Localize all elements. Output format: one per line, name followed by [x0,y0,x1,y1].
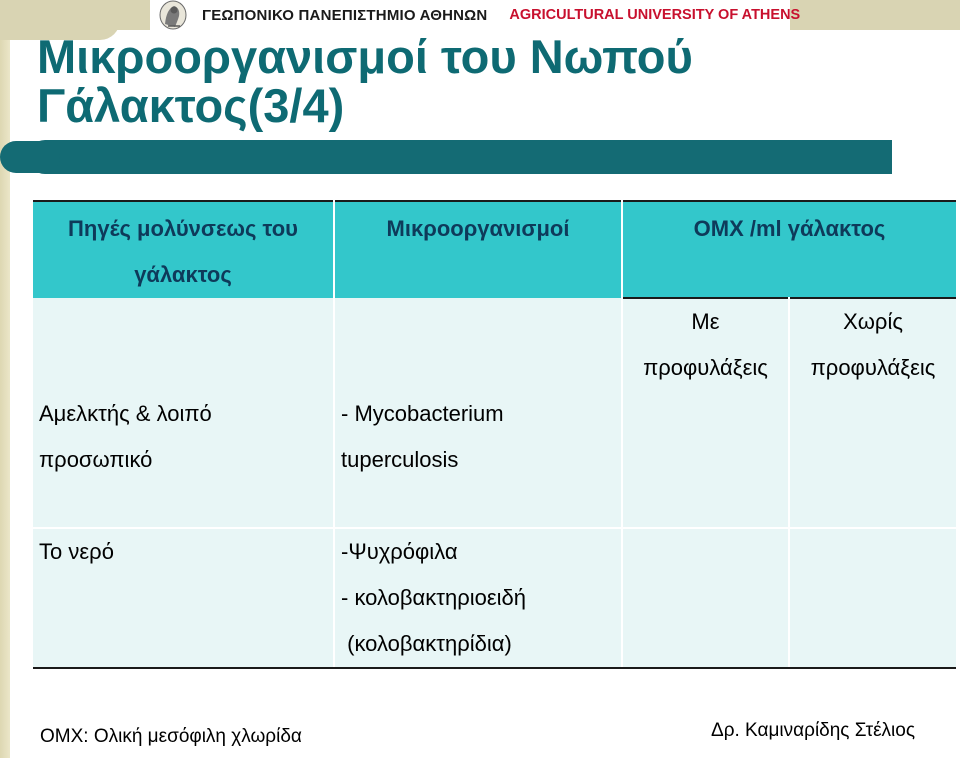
row2-micro-line2: - κολοβακτηριοειδή [341,585,527,610]
row1-microorganisms [334,391,622,528]
row1-micro-line2: tuperculosis [341,447,459,472]
university-banner [150,0,801,30]
subheader-with-line2: προφυλάξεις [643,355,768,380]
row1-source [33,391,334,528]
row2-source-line1: Το νερό [39,539,114,564]
row2-without-value [789,528,956,668]
omx-footnote: ΟΜΧ: Ολική μεσόφιλη χλωρίδα [40,726,302,747]
title-underline-cap [0,141,60,173]
table-row [33,528,956,668]
header-sources-line1: Πηγές μολύνσεως του [68,216,298,241]
header-omx [622,201,956,298]
table-header-row [33,201,956,298]
row2-micro-line3: (κολοβακτηρίδια) [341,631,512,656]
row1-with-value [622,391,789,528]
university-name-english [509,7,800,23]
left-decor-band [0,0,10,758]
subheader-without-line2: προφυλάξεις [810,355,936,380]
university-name-en-part2: UNIVERSITY OF ATHENS [627,7,801,23]
row1-source-line1: Αμελκτής & λοιπό [39,401,212,426]
subheader-with-line1: Με [691,309,720,334]
subheader-empty-1 [33,298,334,391]
university-emblem-icon [156,0,190,30]
row2-microorganisms [334,528,622,668]
subheader-without-precautions [789,298,956,391]
header-omx-label: ΟΜΧ /ml γάλακτος [693,216,886,241]
subheader-without-line1: Χωρίς [843,309,903,334]
row1-source-line2: προσωπικό [39,447,153,472]
header-sources-line2: γάλακτος [134,262,232,287]
table-row [33,391,956,528]
subheader-empty-2 [334,298,622,391]
author-credit: Δρ. Καμιναρίδης Στέλιος [711,720,915,741]
contamination-table [33,200,956,669]
row2-with-value [622,528,789,668]
row1-micro-line1: - Mycobacterium [341,401,504,426]
subheader-with-precautions [622,298,789,391]
university-name-greek: ΓΕΩΠΟΝΙΚΟ ΠΑΝΕΠΙΣΤΗΜΙΟ ΑΘΗΝΩΝ [202,6,488,24]
title-underline-bar [28,140,892,174]
header-microorganisms [334,201,622,298]
row2-micro-line1: -Ψυχρόφιλα [341,539,458,564]
header-sources [33,201,334,298]
header-microorganisms-label: Μικροοργανισμοί [386,216,570,241]
slide-title [37,32,937,130]
slide-title-line1: Μικροοργανισμοί του Νωπού [37,30,693,83]
slide-title-line2: Γάλακτος(3/4) [37,79,345,132]
row1-without-value [789,391,956,528]
table-subheader-row [33,298,956,391]
row2-source [33,528,334,668]
university-name-en-part1: AGRICULTURAL [509,7,624,23]
